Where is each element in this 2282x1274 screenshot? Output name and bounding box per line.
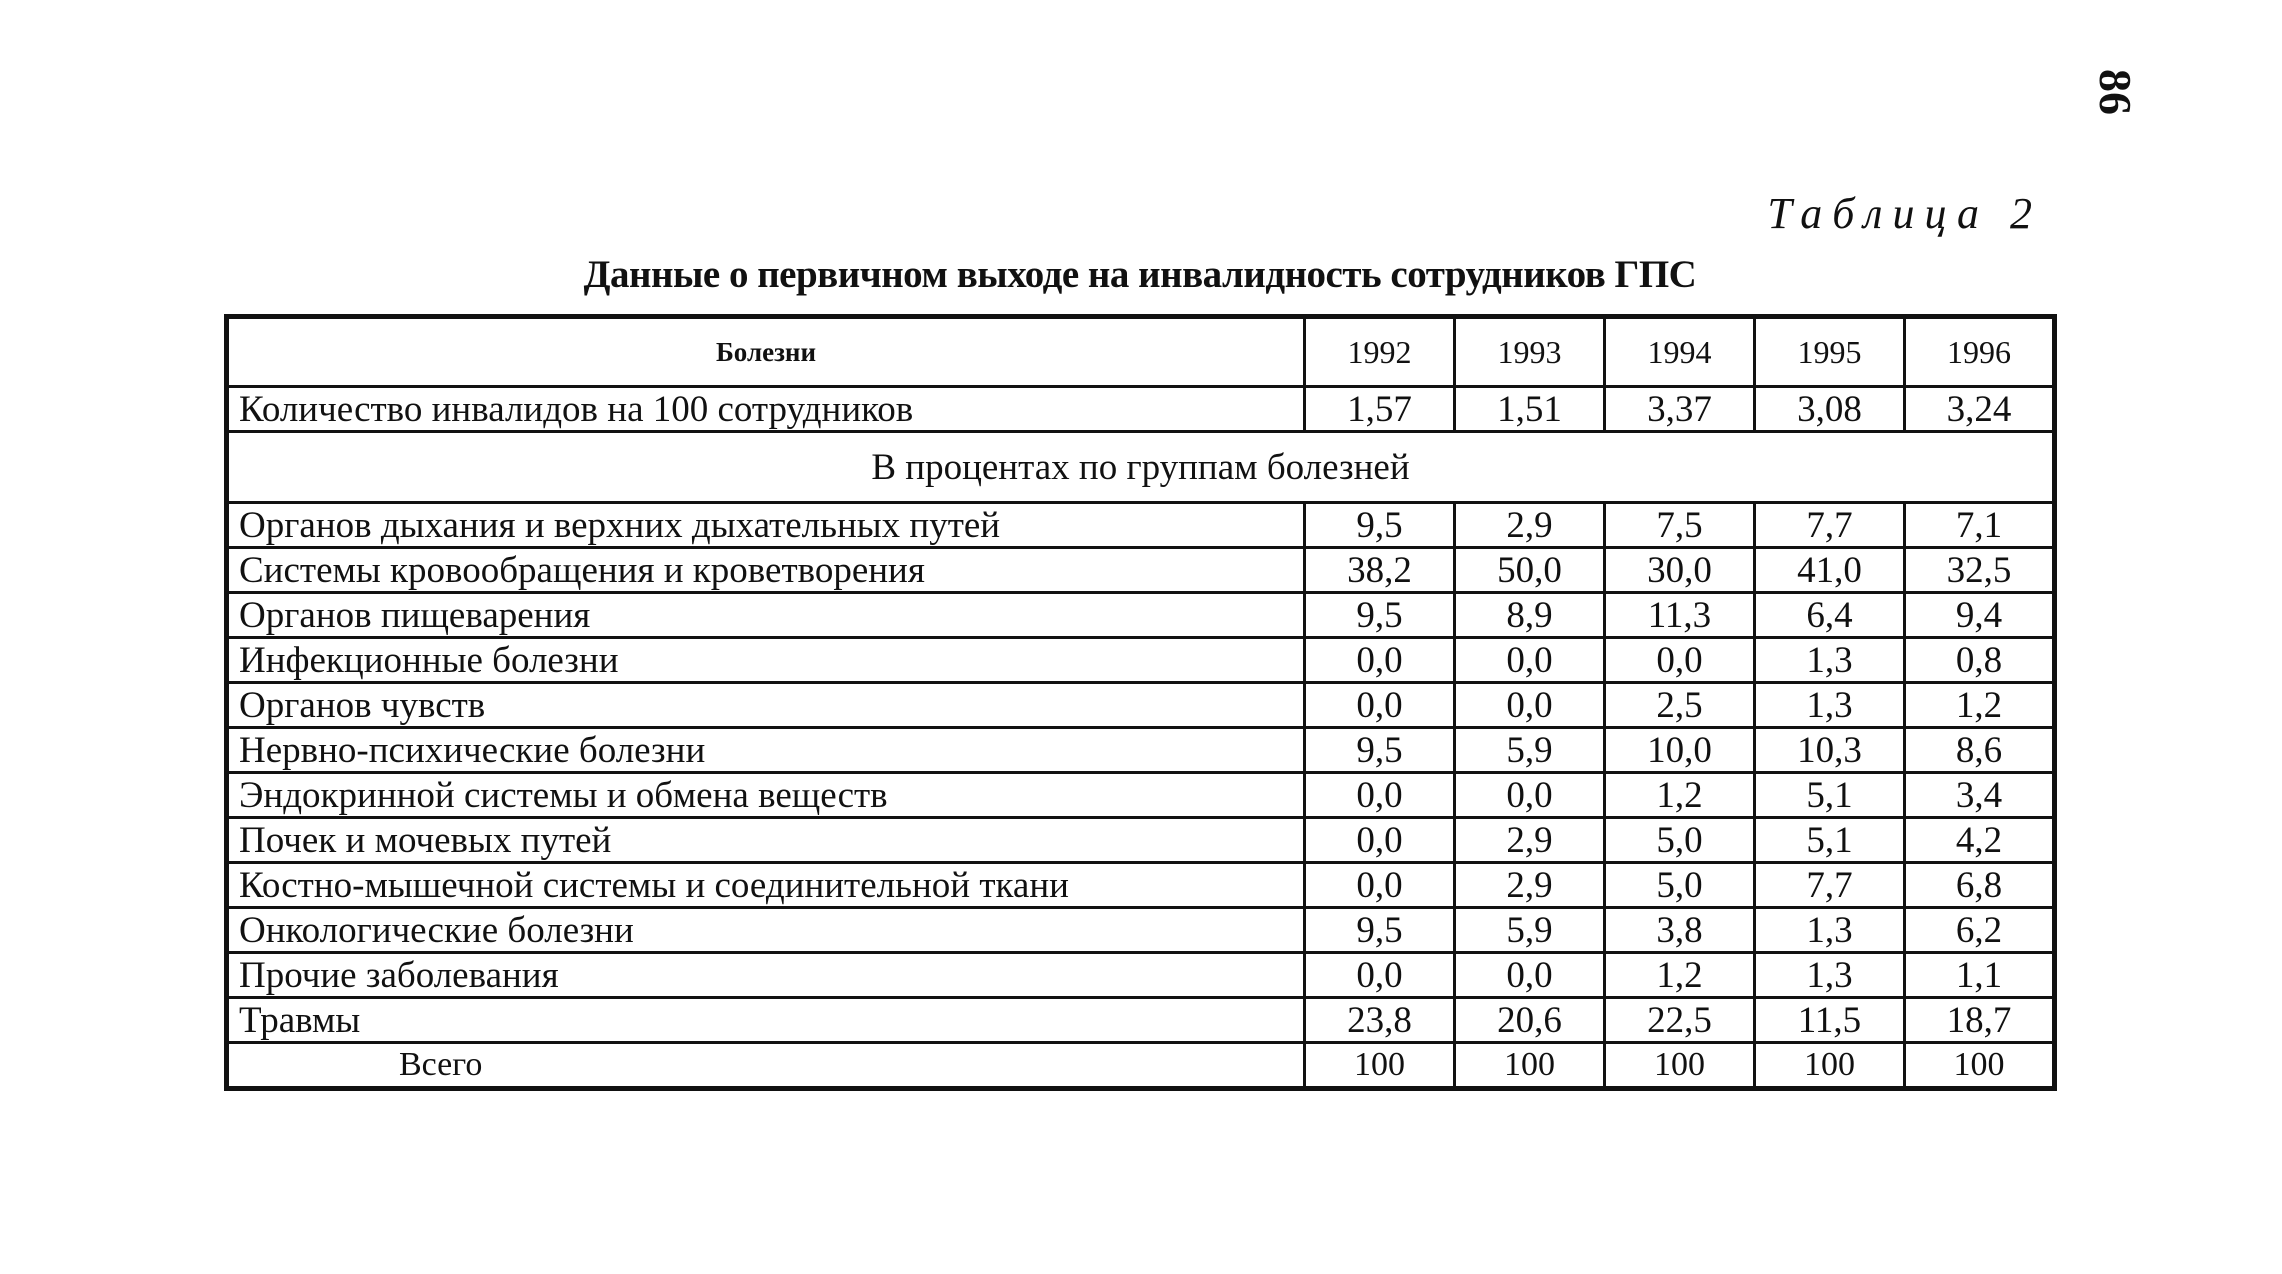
percent-value: 10,3 xyxy=(1755,728,1905,773)
count-value: 3,08 xyxy=(1755,387,1905,432)
percent-value: 11,5 xyxy=(1755,998,1905,1043)
table-row xyxy=(227,773,2055,818)
page-number: 86 xyxy=(2090,69,2141,115)
header-year: 1994 xyxy=(1605,317,1755,387)
percent-value: 0,0 xyxy=(1455,638,1605,683)
percent-value: 0,0 xyxy=(1455,773,1605,818)
percent-value: 5,9 xyxy=(1455,728,1605,773)
disease-label: Органов дыхания и верхних дыхательных путей xyxy=(227,503,1305,548)
percent-value: 2,9 xyxy=(1455,503,1605,548)
percent-value: 10,0 xyxy=(1605,728,1755,773)
section-label: В процентах по группам болезней xyxy=(227,432,2055,503)
table-row xyxy=(227,908,2055,953)
table-row xyxy=(227,683,2055,728)
percent-value: 1,3 xyxy=(1755,908,1905,953)
percent-value: 4,2 xyxy=(1905,818,2055,863)
disease-label: Эндокринной системы и обмена веществ xyxy=(227,773,1305,818)
table-row xyxy=(227,953,2055,998)
percent-value: 1,3 xyxy=(1755,683,1905,728)
percent-value: 41,0 xyxy=(1755,548,1905,593)
table-row xyxy=(227,998,2055,1043)
percent-value: 0,0 xyxy=(1305,953,1455,998)
percent-value: 0,0 xyxy=(1605,638,1755,683)
disease-label: Почек и мочевых путей xyxy=(227,818,1305,863)
percent-value: 11,3 xyxy=(1605,593,1755,638)
percent-value: 8,6 xyxy=(1905,728,2055,773)
percent-value: 9,5 xyxy=(1305,503,1455,548)
disease-label: Органов пищеварения xyxy=(227,593,1305,638)
percent-value: 0,8 xyxy=(1905,638,2055,683)
percent-value: 2,9 xyxy=(1455,863,1605,908)
percent-value: 1,3 xyxy=(1755,953,1905,998)
percent-value: 50,0 xyxy=(1455,548,1605,593)
percent-value: 0,0 xyxy=(1455,683,1605,728)
table-label: Таблица 2 xyxy=(1767,189,2042,238)
total-row xyxy=(227,1043,2055,1089)
percent-value: 1,2 xyxy=(1605,773,1755,818)
percent-value: 32,5 xyxy=(1905,548,2055,593)
table-row xyxy=(227,548,2055,593)
percent-value: 20,6 xyxy=(1455,998,1605,1043)
percent-value: 5,0 xyxy=(1605,863,1755,908)
percent-value: 8,9 xyxy=(1455,593,1605,638)
disability-table xyxy=(224,314,2057,1091)
percent-value: 9,5 xyxy=(1305,728,1455,773)
header-diseases: Болезни xyxy=(227,317,1305,387)
percent-value: 18,7 xyxy=(1905,998,2055,1043)
percent-value: 2,5 xyxy=(1605,683,1755,728)
header-year: 1995 xyxy=(1755,317,1905,387)
table-row xyxy=(227,638,2055,683)
disease-label: Прочие заболевания xyxy=(227,953,1305,998)
percent-value: 3,4 xyxy=(1905,773,2055,818)
header-year: 1996 xyxy=(1905,317,2055,387)
disease-label: Костно-мышечной системы и соединительной ткани xyxy=(227,863,1305,908)
count-value: 1,57 xyxy=(1305,387,1455,432)
count-value: 3,37 xyxy=(1605,387,1755,432)
percent-value: 7,7 xyxy=(1755,503,1905,548)
percent-value: 1,1 xyxy=(1905,953,2055,998)
percent-value: 1,3 xyxy=(1755,638,1905,683)
header-row xyxy=(227,317,2055,387)
table-row xyxy=(227,818,2055,863)
count-value: 3,24 xyxy=(1905,387,2055,432)
count-label: Количество инвалидов на 100 сотрудников xyxy=(227,387,1305,432)
table-row xyxy=(227,593,2055,638)
percent-value: 6,2 xyxy=(1905,908,2055,953)
header-year: 1993 xyxy=(1455,317,1605,387)
percent-value: 1,2 xyxy=(1905,683,2055,728)
disease-label: Травмы xyxy=(227,998,1305,1043)
total-value: 100 xyxy=(1455,1043,1605,1089)
disease-label: Органов чувств xyxy=(227,683,1305,728)
table-row xyxy=(227,503,2055,548)
header-year: 1992 xyxy=(1305,317,1455,387)
percent-value: 0,0 xyxy=(1305,818,1455,863)
percent-value: 38,2 xyxy=(1305,548,1455,593)
count-value: 1,51 xyxy=(1455,387,1605,432)
percent-value: 23,8 xyxy=(1305,998,1455,1043)
percent-value: 0,0 xyxy=(1455,953,1605,998)
percent-value: 0,0 xyxy=(1305,863,1455,908)
percent-value: 9,4 xyxy=(1905,593,2055,638)
section-row xyxy=(227,432,2055,503)
disease-label: Нервно-психические болезни xyxy=(227,728,1305,773)
table-row xyxy=(227,863,2055,908)
percent-value: 5,1 xyxy=(1755,773,1905,818)
table-title: Данные о первичном выходе на инвалидность сотрудников ГПС xyxy=(583,253,1697,296)
percent-value: 9,5 xyxy=(1305,593,1455,638)
total-value: 100 xyxy=(1755,1043,1905,1089)
total-value: 100 xyxy=(1605,1043,1755,1089)
disease-label: Системы кровообращения и кроветворения xyxy=(227,548,1305,593)
total-value: 100 xyxy=(1905,1043,2055,1089)
disease-label: Инфекционные болезни xyxy=(227,638,1305,683)
percent-value: 0,0 xyxy=(1305,773,1455,818)
percent-value: 6,4 xyxy=(1755,593,1905,638)
percent-value: 9,5 xyxy=(1305,908,1455,953)
disease-label: Онкологические болезни xyxy=(227,908,1305,953)
percent-value: 7,7 xyxy=(1755,863,1905,908)
percent-value: 2,9 xyxy=(1455,818,1605,863)
count-row xyxy=(227,387,2055,432)
total-label: Всего xyxy=(227,1043,1305,1089)
percent-value: 30,0 xyxy=(1605,548,1755,593)
percent-value: 5,9 xyxy=(1455,908,1605,953)
percent-value: 3,8 xyxy=(1605,908,1755,953)
percent-value: 0,0 xyxy=(1305,683,1455,728)
percent-value: 0,0 xyxy=(1305,638,1455,683)
total-value: 100 xyxy=(1305,1043,1455,1089)
percent-value: 6,8 xyxy=(1905,863,2055,908)
percent-value: 7,1 xyxy=(1905,503,2055,548)
percent-value: 7,5 xyxy=(1605,503,1755,548)
percent-value: 22,5 xyxy=(1605,998,1755,1043)
percent-value: 5,0 xyxy=(1605,818,1755,863)
table-row xyxy=(227,728,2055,773)
percent-value: 5,1 xyxy=(1755,818,1905,863)
percent-value: 1,2 xyxy=(1605,953,1755,998)
